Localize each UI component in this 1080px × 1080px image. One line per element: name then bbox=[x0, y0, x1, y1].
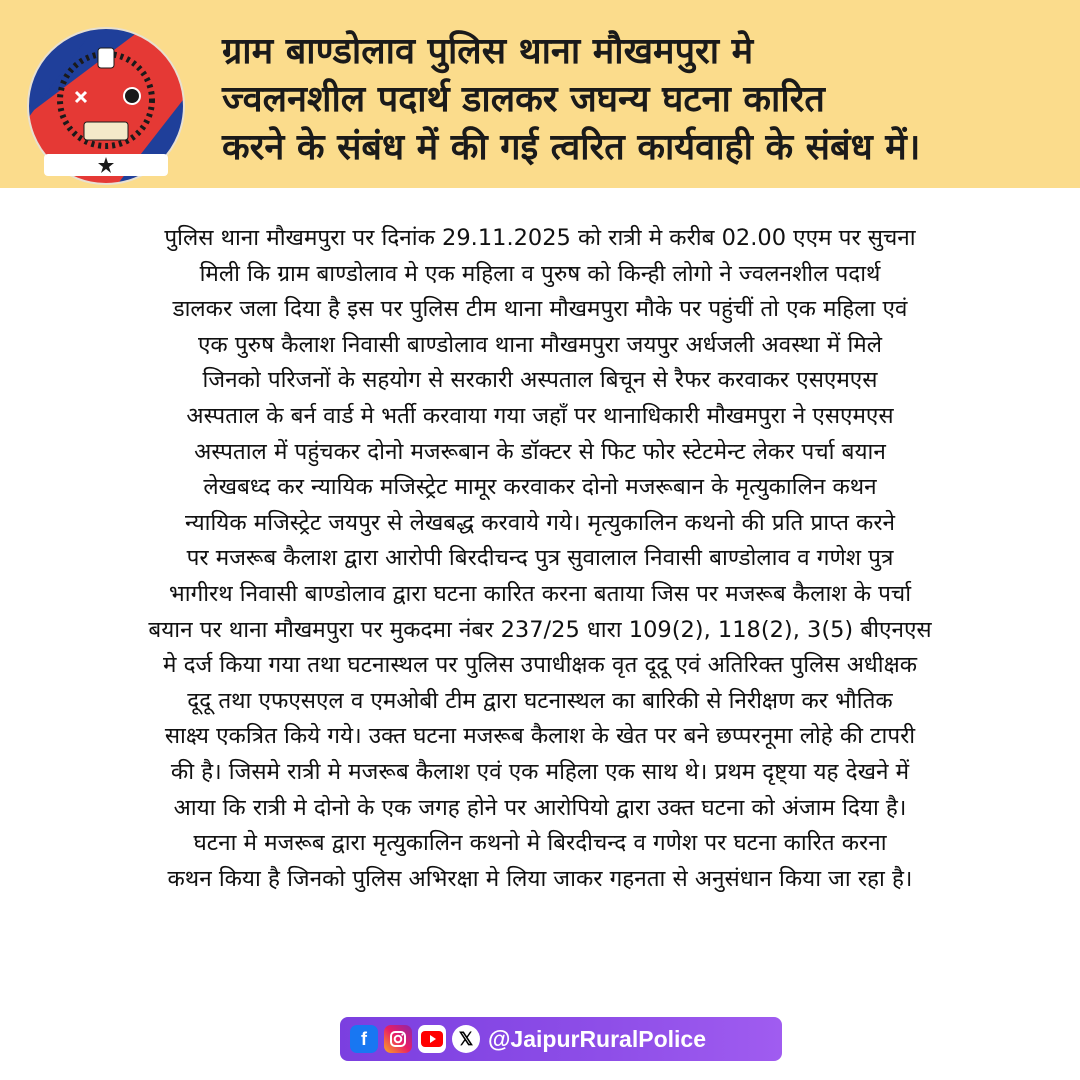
social-handle[interactable]: @JaipurRuralPolice bbox=[488, 1025, 706, 1052]
body-line: मिली कि ग्राम बाण्डोलाव मे एक महिला व पुरुष को किन्ही लोगो ने ज्वलनशील पदार्थ bbox=[199, 260, 881, 287]
body-line: घटना मे मजरूब द्वारा मृत्युकालिन कथनो मे बिरदीचन्द व गणेश पर घटना कारित करना bbox=[193, 830, 887, 857]
body-line: अस्पताल के बर्न वार्ड मे भर्ती करवाया गया जहाँ पर थानाधिकारी मौखमपुरा ने एसएमएस bbox=[186, 402, 894, 429]
title-line: ग्राम बाण्डोलाव पुलिस थाना मौखमपुरा मे bbox=[222, 31, 754, 72]
facebook-icon[interactable]: f bbox=[350, 1025, 378, 1053]
body-line: लेखबध्द कर न्यायिक मजिस्ट्रेट मामूर करवाकर दोनो मजरूबान के मृत्युकालिन कथन bbox=[203, 474, 877, 501]
body-line: पुलिस थाना मौखमपुरा पर दिनांक 29.11.2025 को रात्री मे करीब 02.00 एएम पर सुचना bbox=[164, 225, 916, 251]
header-banner bbox=[0, 0, 1080, 188]
body-line: जिनको परिजनों के सहयोग से सरकारी अस्पताल बिचून से रैफर करवाकर एसएमएस bbox=[202, 367, 878, 394]
body-line: एक पुरुष कैलाश निवासी बाण्डोलाव थाना मौखमपुरा जयपुर अर्धजली अवस्था में मिले bbox=[197, 331, 882, 358]
body-line: मे दर्ज किया गया तथा घटनास्थल पर पुलिस उपाधीक्षक वृत दूदू एवं अतिरिक्त पुलिस अधीक्षक bbox=[162, 652, 918, 679]
x-icon[interactable]: 𝕏 bbox=[452, 1025, 480, 1053]
youtube-icon[interactable] bbox=[418, 1025, 446, 1053]
press-release-body bbox=[36, 221, 1044, 897]
body-line: डालकर जला दिया है इस पर पुलिस टीम थाना मौखमपुरा मौके पर पहुंचीं तो एक महिला एवं bbox=[172, 296, 908, 323]
body-line: पर मजरूब कैलाश द्वारा आरोपी बिरदीचन्द पुत्र सुवालाल निवासी बाण्डोलाव व गणेश पुत्र bbox=[186, 545, 894, 572]
social-handle-bar[interactable] bbox=[340, 1017, 782, 1061]
body-line: न्यायिक मजिस्ट्रेट जयपुर से लेखबद्ध करवाये गये। मृत्युकालिन कथनो की प्रति प्राप्त करने bbox=[184, 509, 896, 536]
body-line: भागीरथ निवासी बाण्डोलाव द्वारा घटना कारित करना बताया जिस पर मजरूब कैलाश के पर्चा bbox=[168, 580, 912, 607]
title-line: ज्वलनशील पदार्थ डालकर जघन्य घटना कारित bbox=[222, 79, 825, 120]
body-line: दूदू तथा एफएसएल व एमओबी टीम द्वारा घटनास्थल का बारिकी से निरीक्षण कर भौतिक bbox=[187, 687, 893, 714]
instagram-icon[interactable] bbox=[384, 1025, 412, 1053]
body-line: बयान पर थाना मौखमपुरा पर मुकदमा नंबर 237/25 धारा 109(2), 118(2), 3(5) बीएनएस bbox=[148, 616, 932, 643]
title-line: करने के संबंध में की गई त्वरित कार्यवाही के संबंध में। bbox=[222, 127, 921, 168]
body-line: कथन किया है जिनको पुलिस अभिरक्षा मे लिया जाकर गहनता से अनुसंधान किया जा रहा है। bbox=[167, 865, 913, 892]
body-line: अस्पताल में पहुंचकर दोनो मजरूबान के डॉक्टर से फिट फोर स्टेटमेन्ट लेकर पर्चा बयान bbox=[194, 438, 886, 465]
page-title bbox=[222, 28, 1072, 172]
body-line: की है। जिसमे रात्री मे मजरूब कैलाश एवं एक महिला एक साथ थे। प्रथम दृष्ट्या यह देखने में bbox=[170, 758, 910, 785]
rajasthan-police-emblem-icon bbox=[26, 26, 186, 186]
body-line: साक्ष्य एकत्रित किये गये। उक्त घटना मजरूब कैलाश के खेत पर बने छप्परनूमा लोहे की टापरी bbox=[164, 723, 916, 750]
body-line: आया कि रात्री मे दोनो के एक जगह होने पर आरोपियो द्वारा उक्त घटना को अंजाम दिया है। bbox=[173, 794, 907, 821]
